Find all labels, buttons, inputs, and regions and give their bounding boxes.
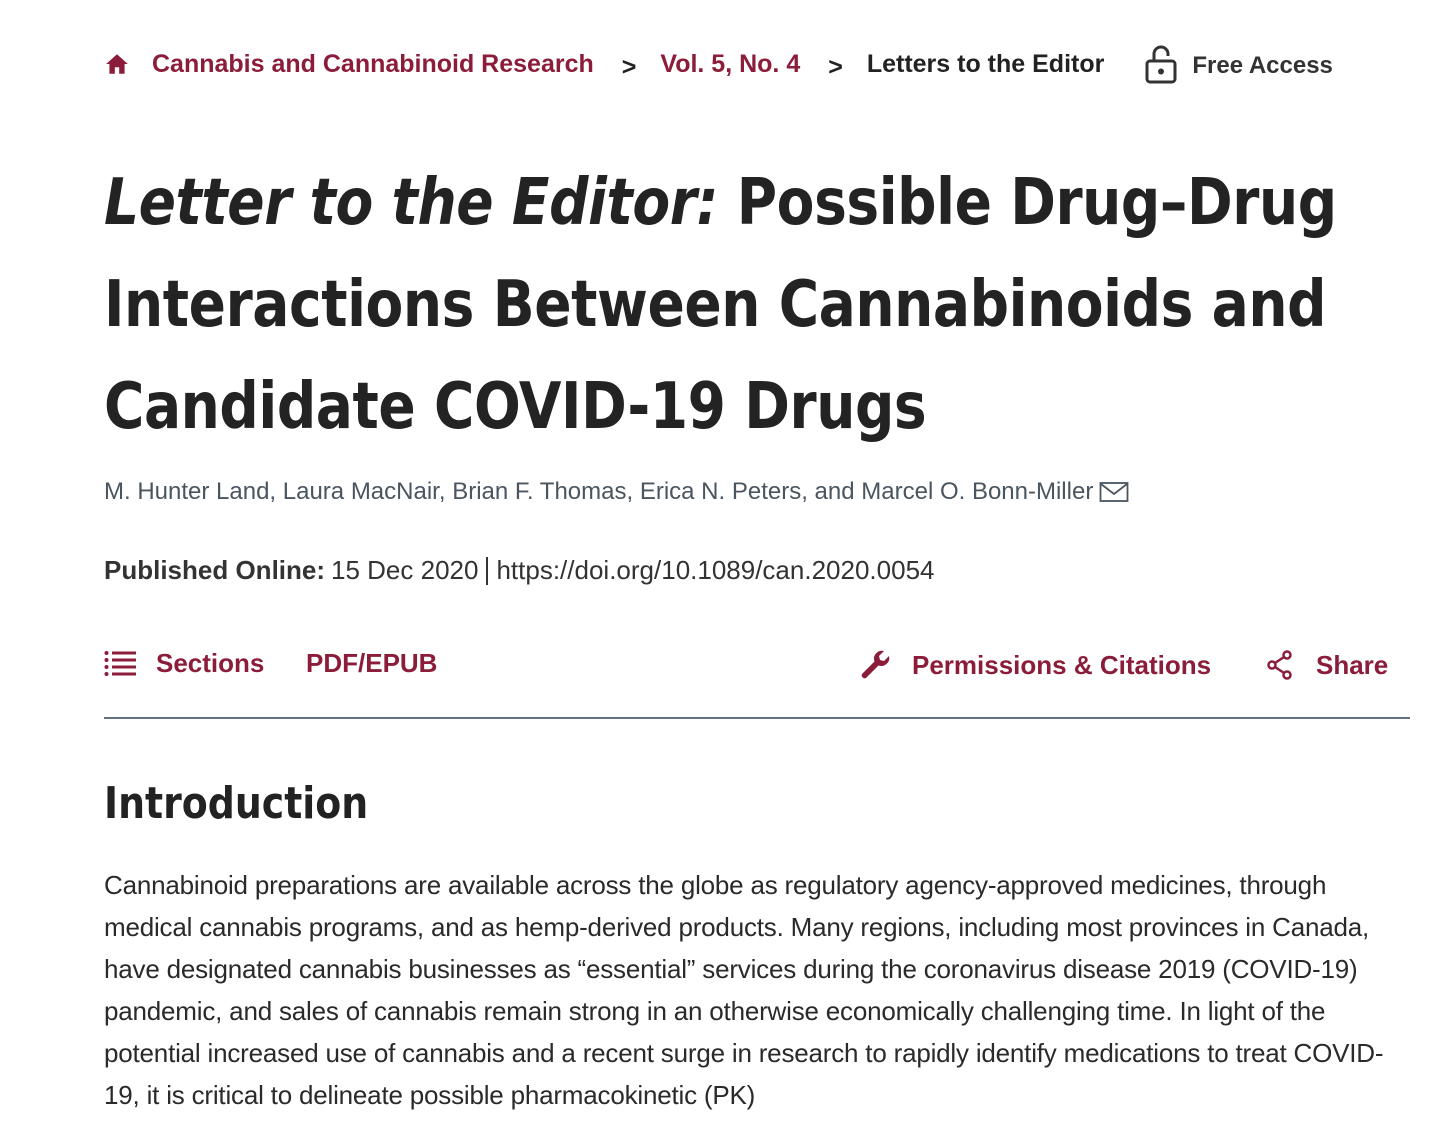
free-access-badge[interactable]: [1144, 44, 1333, 84]
introduction-paragraph: Cannabinoid preparations are available across the globe as regulatory agency-approved medicines, through medical cannabis programs, and as hemp-derived products. Many regions, including most provinces in Canada, have designated cannabis businesses as “essential” services during the coronavirus disease 2019 (COVID-19) pandemic, and sales of cannabis remain strong in an otherwise economically challenging time. In light of the potential increased use of cannabis and a recent surge in research to rapidly identify medications to treat COVID-19, it is critical to delineate possible pharmacokinetic (PK): [104, 870, 1384, 1110]
unlocked-lock-icon: [1144, 44, 1178, 84]
title-lede: Letter to the Editor:: [104, 166, 719, 240]
title-main: Possible Drug–Drug Interactions Between Cannabinoids and Candidate COVID-19 Drugs: [104, 166, 1337, 444]
sections-button[interactable]: [104, 640, 264, 686]
breadcrumb-current: Letters to the Editor: [866, 49, 1105, 78]
author-link[interactable]: M. Hunter Land,: [104, 478, 277, 505]
share-label: Share: [1316, 649, 1389, 680]
permissions-citations-button[interactable]: [860, 642, 1211, 688]
toolbar-divider: [104, 717, 1410, 719]
author-link[interactable]: Brian F. Thomas,: [452, 478, 634, 505]
home-icon[interactable]: [104, 51, 130, 77]
author-link[interactable]: Erica N. Peters,: [639, 478, 808, 505]
breadcrumb-separator: >: [828, 52, 843, 81]
pdf-epub-label: PDF/EPUB: [306, 647, 438, 678]
pdf-epub-button[interactable]: [306, 640, 437, 686]
wrench-icon: [860, 649, 892, 681]
section-heading-introduction: Introduction: [104, 778, 369, 829]
author-list: [104, 478, 1129, 506]
envelope-icon[interactable]: [1099, 481, 1129, 503]
doi-link[interactable]: https://doi.org/10.1089/can.2020.0054: [496, 555, 935, 585]
share-icon: [1266, 650, 1294, 680]
sections-label: Sections: [156, 647, 265, 678]
breadcrumb-issue-link[interactable]: Vol. 5, No. 4: [660, 49, 801, 78]
free-access-label: Free Access: [1192, 52, 1333, 79]
publication-info: [104, 555, 934, 586]
permissions-label: Permissions & Citations: [912, 649, 1212, 680]
author-link[interactable]: and Marcel O. Bonn-Miller: [814, 478, 1094, 505]
list-icon: [104, 649, 136, 677]
pipe-divider: [486, 557, 488, 585]
article-title: [104, 152, 1411, 458]
author-link[interactable]: Laura MacNair,: [282, 478, 446, 505]
share-button[interactable]: [1266, 642, 1388, 688]
breadcrumb: [104, 44, 1333, 84]
published-date: 15 Dec 2020: [331, 555, 479, 585]
breadcrumb-separator: >: [621, 52, 637, 81]
article-toolbar: [104, 640, 1410, 690]
breadcrumb-journal-link[interactable]: Cannabis and Cannabinoid Research: [152, 49, 594, 78]
published-label: Published Online:: [104, 555, 326, 585]
